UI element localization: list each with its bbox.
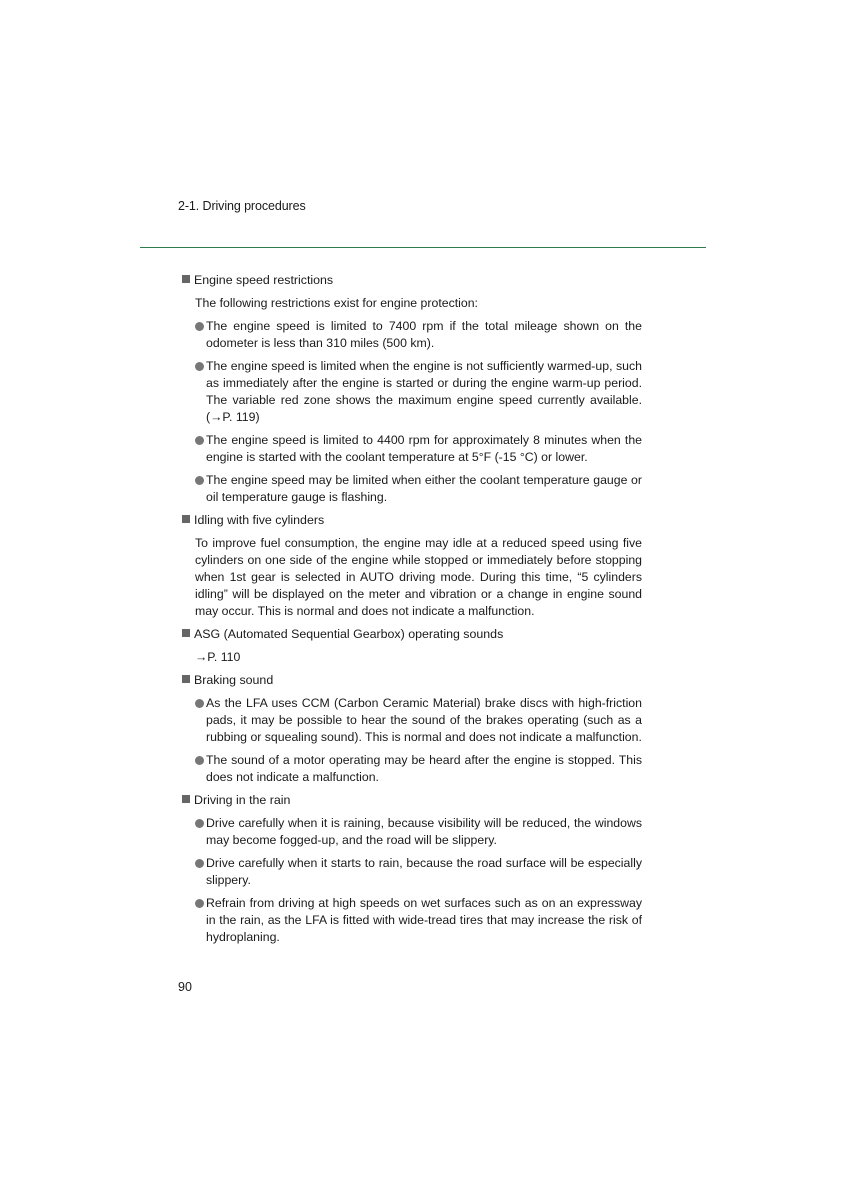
list-item: Drive carefully when it is raining, because visibility will be reduced, the windows may become fogged-up, and the road will be slippery. [195,815,642,849]
circle-bullet-icon [195,819,204,828]
square-bullet-icon [182,515,190,523]
list-item: The engine speed is limited when the engine is not sufficiently warmed-up, such as immediately after the engine is started or during the engine warm-up period. The variable red zone shows the maximum engine speed currently available. (→P. 119) [195,358,642,426]
list-item: The engine speed may be limited when either the coolant temperature gauge or oil temperature gauge is flashing. [195,472,642,506]
section-heading-idling: Idling with five cylinders [182,512,642,529]
square-bullet-icon [182,675,190,683]
list-item: The engine speed is limited to 4400 rpm for approximately 8 minutes when the engine is started with the coolant temperature at 5°F (-15 °C) or lower. [195,432,642,466]
circle-bullet-icon [195,436,204,445]
section-intro: The following restrictions exist for engine protection: [195,296,478,310]
circle-bullet-icon [195,899,204,908]
square-bullet-icon [182,275,190,283]
circle-bullet-icon [195,859,204,868]
section-body: To improve fuel consumption, the engine may idle at a reduced speed using five cylinders on one side of the engine while stopped or immediately before stopping when 1st gear is selected in AUTO driving mode. During this time, “5 cylinders idling” will be displayed on the meter and vibration or a change in engine sound may occur. This is normal and does not indicate a malfunction. [195,536,642,618]
circle-bullet-icon [195,756,204,765]
page-number: 90 [178,980,192,994]
running-head: 2-1. Driving procedures [178,199,306,213]
square-bullet-icon [182,629,190,637]
list-item: The engine speed is limited to 7400 rpm if the total mileage shown on the odometer is less than 310 miles (500 km). [195,318,642,352]
list-item: As the LFA uses CCM (Carbon Ceramic Material) brake discs with high-friction pads, it may be possible to hear the sound of the brakes operating (such as a rubbing or squealing sound). This is normal and does not indicate a malfunction. [195,695,642,746]
circle-bullet-icon [195,362,204,371]
section-heading-asg: ASG (Automated Sequential Gearbox) operating sounds [182,626,642,643]
circle-bullet-icon [195,476,204,485]
list-item: Refrain from driving at high speeds on wet surfaces such as on an expressway in the rain, as the LFA is fitted with wide-tread tires that may increase the risk of hydroplaning. [195,895,642,946]
list-item: The sound of a motor operating may be heard after the engine is stopped. This does not indicate a malfunction. [195,752,642,786]
list-item: Drive carefully when it starts to rain, because the road surface will be especially slippery. [195,855,642,889]
section-heading-braking: Braking sound [182,672,642,689]
square-bullet-icon [182,795,190,803]
circle-bullet-icon [195,699,204,708]
header-rule [140,247,706,248]
page-content [182,272,642,952]
section-heading-rain: Driving in the rain [182,792,642,809]
page-reference: →P. 110 [195,650,241,664]
circle-bullet-icon [195,322,204,331]
section-heading-engine-speed: Engine speed restrictions [182,272,642,289]
